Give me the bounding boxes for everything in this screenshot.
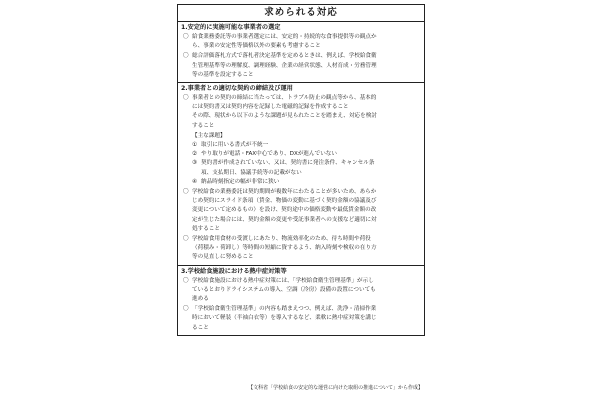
circle-bullet-icon: 〇 — [183, 306, 189, 313]
circle-bullet-icon: 〇 — [183, 53, 189, 60]
issue-item — [192, 169, 421, 178]
item-line: 等の見直しに努めること — [192, 254, 254, 261]
item-line: 生管理基準等の理解度、調理経験、企業の経営状態、人材育成・労務管理 — [192, 62, 377, 69]
circle-bullet-icon: 〇 — [183, 236, 189, 243]
item-line: 変更について定めるもの）を設け、契約途中の価格変動や最低賃金額の改 — [192, 207, 377, 214]
issue-item — [192, 150, 421, 159]
section-3-item-2 — [181, 305, 421, 333]
section-2 — [178, 83, 424, 266]
item-line: には契約書又は契約内容を記録した電磁的記録を作成すること — [192, 104, 349, 111]
issue-number: ② — [192, 151, 198, 158]
item-line: 学校給食施設における熱中症対策には、「学校給食衛生管理基準」が示し — [192, 277, 374, 284]
issue-text: 納品時刻指定の幅が非常に狭い — [201, 178, 280, 185]
section-3 — [178, 266, 424, 335]
table-title: 求められる対応 — [178, 5, 424, 22]
section-2-item-3 — [181, 235, 421, 263]
item-line: 処すること — [192, 225, 220, 232]
item-line: 進める — [192, 296, 209, 303]
issue-item — [192, 159, 421, 168]
section-1-item-1 — [181, 33, 421, 51]
section-2-item-2 — [181, 188, 421, 234]
issue-number: ③ — [192, 160, 198, 167]
item-line: ること — [192, 324, 209, 331]
item-line: 学校給食の業務委託は契約期間が複数年にわたることが多いため、あらか — [192, 189, 377, 196]
item-line: 事業者との契約の締結に当たっては、トラブル防止の観点等から、基本的 — [192, 95, 377, 102]
issue-text: 契約書が作成されていない、又は、契約書に発注条件、キャンセル条 — [201, 160, 375, 167]
section-1 — [178, 22, 424, 83]
issue-number — [192, 169, 201, 178]
issue-text: 取引に用いる書式が不統一 — [201, 142, 269, 149]
section-3-title: 3.学校給食施設における熱中症対策等 — [181, 267, 287, 275]
item-line: （荷積み・荷卸し）等時間の短縮に資するよう、納入時刻や検収の在り方 — [192, 245, 377, 252]
requirements-table — [177, 4, 425, 336]
section-1-item-2 — [181, 52, 421, 80]
item-line: 時において軽装（半袖白衣等）を導入するなど、柔軟に熱中症対策を講じ — [192, 315, 377, 322]
circle-bullet-icon: 〇 — [183, 95, 189, 102]
item-line: その際、現状から以下のような課題が見られたことを踏まえ、対応を検討 — [192, 113, 377, 120]
item-line: 給食業務委託等の事業者選定には、安定的・持続的な食事提供等の観点か — [192, 34, 377, 40]
circle-bullet-icon: 〇 — [183, 277, 189, 284]
item-line: 定が生じた場合には、契約金額の変更や受託事業者への支援など適切に対 — [192, 216, 377, 223]
issue-number: ① — [192, 142, 198, 149]
item-line: ているとおりドライシステムの導入、空調（冷房）設備の設置についても — [192, 286, 376, 293]
issues-heading: 【主な課題】 — [192, 132, 226, 139]
item-line: じめ契約にスライド条項（賃金、物価の変動に基づく契約金額の協議及び — [192, 198, 377, 205]
issues-list — [181, 132, 421, 187]
section-2-item-1 — [181, 94, 421, 131]
issue-item — [192, 141, 421, 150]
item-line: 総合評価落札方式で落札者決定基準を定めるときは、例えば、学校給食衛 — [192, 53, 377, 60]
section-3-item-1 — [181, 277, 421, 305]
issue-number: ④ — [192, 178, 198, 185]
item-line: ら、事業の安定性等価格以外の要素も考慮すること — [192, 43, 321, 50]
circle-bullet-icon: 〇 — [183, 34, 189, 40]
issue-text: 項、支払期日、協議手続等の記載がない — [201, 169, 302, 176]
section-2-title: 2.事業者との適切な契約の締結及び運用 — [181, 85, 293, 93]
section-1-title: 1.安定的に実施可能な事業者の選定 — [181, 24, 281, 31]
circle-bullet-icon: 〇 — [183, 189, 189, 196]
source-caption: 【文科省「学校給食の安定的な運営に向けた取組の推進について」から作成】 — [248, 385, 423, 391]
item-line: 「学校給食衛生管理基準」の内容も踏まえつつ、例えば、洗浄・清掃作業 — [192, 306, 377, 313]
issue-item — [192, 178, 421, 187]
issue-text: やり取りが電話・FAX中心であり、DXが進んでいない — [201, 151, 337, 158]
item-line: 学校給食用食材の受渡しにあたり、物流効率化のため、待ち時間や荷役 — [192, 236, 371, 243]
item-line: 等の基準を設定すること — [192, 71, 254, 78]
item-line: すること — [192, 122, 215, 129]
